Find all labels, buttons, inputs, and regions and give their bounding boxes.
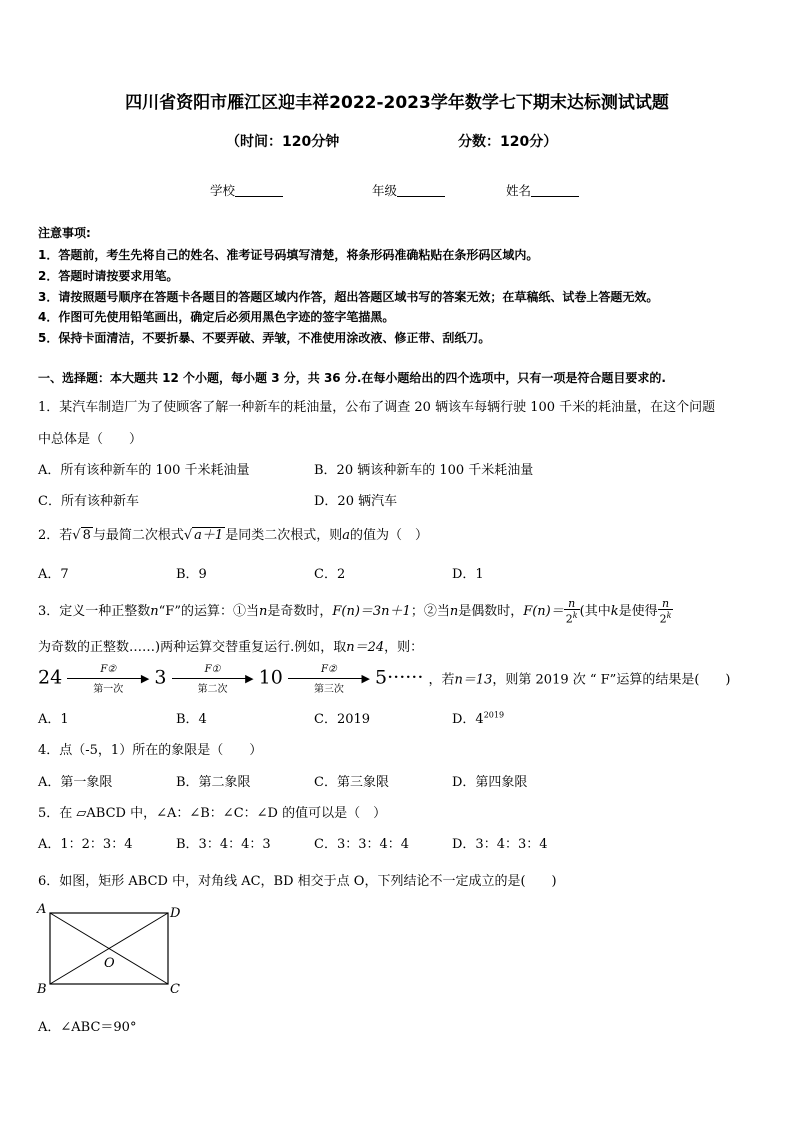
school-field: 学校 — [210, 181, 283, 199]
name-field: 姓名 — [506, 181, 579, 199]
fraction: $\frac{n}{2^k}$ — [565, 597, 578, 626]
vertex-label-b: B — [37, 982, 47, 997]
q3-option-c: C．2019 — [314, 712, 371, 727]
q1-option-c: C．所有该种新车 — [38, 494, 139, 509]
rectangle-figure — [34, 900, 190, 1000]
q5-option-b: B．3：4：4：3 — [176, 837, 271, 852]
chain-value: 5······ — [375, 666, 424, 689]
notice-item: 1．答题前，考生先将自己的姓名、准考证号码填写清楚，将条形码准确粘贴在条形码区域内。 — [38, 248, 539, 262]
operation-arrow: F② ▶ 第一次 — [67, 664, 149, 694]
notice-item: 3．请按照题号顺序在答题卡各题目的答题区域内作答，超出答题区域书写的答案无效；在草稿纸、试卷上答题无效。 — [38, 290, 659, 304]
notice-heading: 注意事项: — [38, 226, 91, 240]
page-title: 四川省资阳市雁江区迎丰祥2022-2023学年数学七下期末达标测试试题 — [125, 93, 669, 113]
q2-option-d: D．1 — [452, 567, 484, 582]
sqrt-symbol: √ — [72, 528, 81, 543]
vertex-label-d: D — [170, 906, 181, 921]
q3-option-a: A．1 — [38, 712, 69, 727]
q2-option-a: A．7 — [38, 567, 69, 582]
school-blank — [235, 184, 283, 197]
notice-item: 2．答题时请按要求用笔。 — [38, 269, 179, 283]
chain-value: 3 — [154, 666, 167, 689]
q3-stem: 3．定义一种正整数n“F”的运算：①当n是奇数时，F(n)＝3n＋1；②当n是偶数时，F(n)＝ $\frac{n}{2^k}$ (其中k是使得 $\frac{n}{2^k}$ — [38, 597, 672, 626]
q2-option-b: B．9 — [176, 567, 207, 582]
q3-operation-chain: 24 F② ▶ 第一次 3 F① ▶ 第二次 10 F② ▶ 第三次 5······ ，若n＝13，则第 2019 次 “ F”运算的结果是( ) — [38, 664, 731, 695]
q1-option-b: B．20 辆该种新车的 100 千米耗油量 — [314, 463, 534, 478]
time-label: （时间：120分钟 — [226, 134, 340, 150]
chain-value: 24 — [38, 666, 63, 689]
vertex-label-c: C — [170, 982, 180, 997]
q3-stem-cont: 为奇数的正整数……)两种运算交替重复运行.例如，取n＝24，则： — [38, 640, 424, 655]
notice-item: 4．作图可先使用铅笔画出，确定后必须用黑色字迹的签字笔描黑。 — [38, 310, 395, 324]
q6-stem: 6．如图，矩形 ABCD 中，对角线 AC，BD 相交于点 O，下列结论不一定成立的是( ) — [38, 874, 557, 889]
q1-stem: 1．某汽车制造厂为了使顾客了解一种新车的耗油量，公布了调查 20 辆该车每辆行驶 100 千米的耗油量，在这个问题 — [38, 400, 716, 415]
center-label-o: O — [104, 956, 115, 971]
q4-option-b: B．第二象限 — [176, 775, 251, 790]
q5-stem: 5．在 ▱ABCD 中，∠A：∠B：∠C：∠D 的值可以是（ ） — [38, 806, 387, 821]
q1-option-d: D．20 辆汽车 — [314, 494, 398, 509]
grade-blank — [397, 184, 445, 197]
operation-arrow: F② ▶ 第三次 — [288, 664, 370, 694]
notice-item: 5．保持卡面清洁，不要折暴、不要弄破、弄皱，不准使用涂改液、修正带、刮纸刀。 — [38, 331, 491, 345]
radicand: a＋1 — [194, 528, 224, 543]
q1-stem-cont: 中总体是（ ） — [38, 432, 143, 447]
q3-option-d: D．$4^{2019}$ — [452, 710, 505, 727]
vertex-label-a: A — [37, 902, 47, 917]
q4-option-d: D．第四象限 — [452, 775, 528, 790]
q5-option-c: C．3：3：4：4 — [314, 837, 410, 852]
q4-option-a: A．第一象限 — [38, 775, 113, 790]
q4-stem: 4．点（-5，1）所在的象限是（ ） — [38, 743, 263, 758]
q3-option-b: B．4 — [176, 712, 207, 727]
name-blank — [531, 184, 579, 197]
q2-option-c: C．2 — [314, 567, 346, 582]
score-label: 分数：120分） — [458, 134, 558, 150]
q2-stem: 2．若√ 8 与最简二次根式√ a＋1 是同类二次根式，则a的值为（ ） — [38, 528, 428, 543]
q5-option-d: D．3：4：3：4 — [452, 837, 548, 852]
radicand: 8 — [82, 528, 91, 543]
chain-value: 10 — [258, 666, 283, 689]
q1-option-a: A．所有该种新车的 100 千米耗油量 — [38, 463, 250, 478]
section-heading: 一、选择题：本大题共 12 个小题，每小题 3 分，共 36 分.在每小题给出的四个选项中，只有一项是符合题目要求的. — [38, 371, 666, 385]
q4-option-c: C．第三象限 — [314, 775, 389, 790]
q6-option-a: A．∠ABC＝90° — [38, 1020, 137, 1035]
operation-arrow: F① ▶ 第二次 — [172, 664, 254, 694]
grade-field: 年级 — [372, 181, 445, 199]
sqrt-symbol: √ — [183, 528, 193, 543]
q5-option-a: A．1：2：3：4 — [38, 837, 133, 852]
fraction: $\frac{n}{2^k}$ — [659, 597, 672, 626]
